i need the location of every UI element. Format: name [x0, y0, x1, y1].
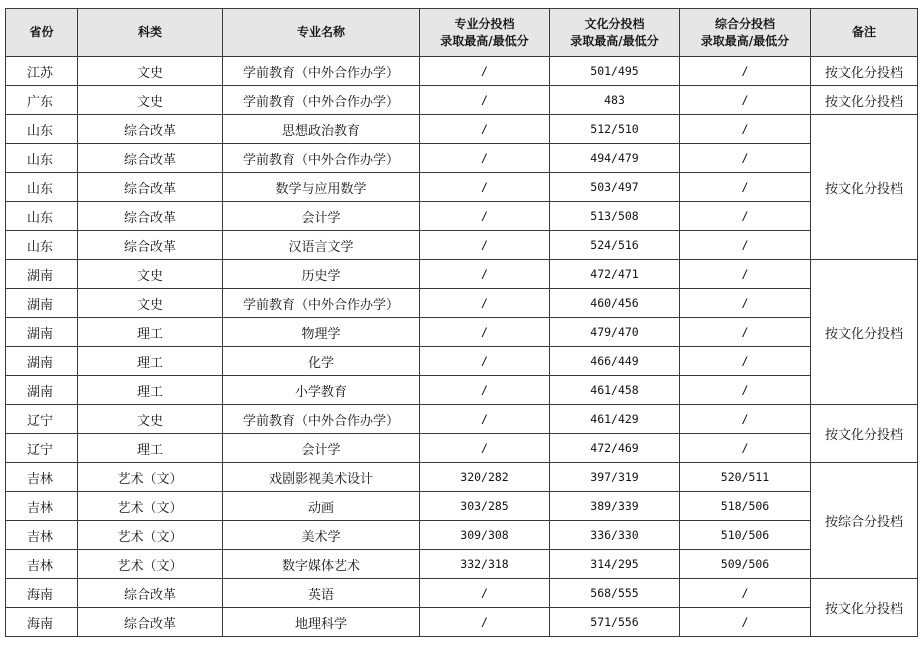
header-composite-score-line2: 录取最高/最低分 — [700, 33, 790, 48]
cell-province: 吉林 — [6, 550, 78, 579]
cell-category: 理工 — [78, 376, 223, 405]
cell-major: 会计学 — [223, 202, 420, 231]
cell-culture-score: 571/556 — [550, 608, 680, 637]
table-row — [6, 144, 918, 173]
cell-province: 山东 — [6, 144, 78, 173]
cell-category: 综合改革 — [78, 144, 223, 173]
cell-major: 英语 — [223, 579, 420, 608]
cell-major-score: / — [420, 202, 550, 231]
table-row — [6, 289, 918, 318]
cell-culture-score: 513/508 — [550, 202, 680, 231]
cell-composite-score: / — [680, 57, 811, 86]
cell-composite-score: 510/506 — [680, 521, 811, 550]
cell-major: 美术学 — [223, 521, 420, 550]
header-culture-score-line1: 文化分投档 — [584, 16, 645, 31]
cell-culture-score: 397/319 — [550, 463, 680, 492]
cell-major: 物理学 — [223, 318, 420, 347]
cell-category: 文史 — [78, 86, 223, 115]
cell-major-score: / — [420, 231, 550, 260]
cell-category: 艺术（文） — [78, 521, 223, 550]
cell-major: 化学 — [223, 347, 420, 376]
cell-province: 湖南 — [6, 347, 78, 376]
cell-major: 数字媒体艺术 — [223, 550, 420, 579]
cell-major-score: / — [420, 318, 550, 347]
table-row — [6, 579, 918, 608]
cell-province: 湖南 — [6, 289, 78, 318]
header-major-score-line1: 专业分投档 — [454, 16, 515, 31]
cell-major: 学前教育（中外合作办学） — [223, 405, 420, 434]
cell-culture-score: 461/429 — [550, 405, 680, 434]
table-row — [6, 173, 918, 202]
cell-major-score: / — [420, 260, 550, 289]
cell-category: 理工 — [78, 347, 223, 376]
cell-major: 学前教育（中外合作办学） — [223, 86, 420, 115]
header-major: 专业名称 — [223, 9, 420, 57]
cell-composite-score: / — [680, 579, 811, 608]
cell-province: 山东 — [6, 115, 78, 144]
cell-major-score: / — [420, 608, 550, 637]
cell-category: 艺术（文） — [78, 492, 223, 521]
table-row — [6, 202, 918, 231]
cell-composite-score: 520/511 — [680, 463, 811, 492]
cell-major-score: / — [420, 173, 550, 202]
header-row — [6, 9, 918, 57]
header-major-score — [420, 9, 550, 57]
table-row — [6, 492, 918, 521]
cell-province: 海南 — [6, 579, 78, 608]
cell-culture-score: 389/339 — [550, 492, 680, 521]
cell-province: 江苏 — [6, 57, 78, 86]
cell-composite-score: / — [680, 115, 811, 144]
cell-composite-score: / — [680, 434, 811, 463]
cell-province: 湖南 — [6, 318, 78, 347]
cell-major: 会计学 — [223, 434, 420, 463]
table-row — [6, 608, 918, 637]
cell-composite-score: / — [680, 144, 811, 173]
header-province: 省份 — [6, 9, 78, 57]
cell-province: 广东 — [6, 86, 78, 115]
table-body — [6, 57, 918, 637]
table-row — [6, 434, 918, 463]
cell-province: 山东 — [6, 231, 78, 260]
cell-note: 按文化分投档 — [811, 260, 918, 405]
cell-composite-score: / — [680, 231, 811, 260]
cell-major: 数学与应用数学 — [223, 173, 420, 202]
cell-category: 综合改革 — [78, 173, 223, 202]
cell-culture-score: 483 — [550, 86, 680, 115]
cell-category: 综合改革 — [78, 608, 223, 637]
cell-category: 综合改革 — [78, 202, 223, 231]
cell-major-score: / — [420, 115, 550, 144]
table-row — [6, 115, 918, 144]
cell-major-score: / — [420, 86, 550, 115]
cell-composite-score: 518/506 — [680, 492, 811, 521]
cell-category: 综合改革 — [78, 231, 223, 260]
cell-composite-score: / — [680, 608, 811, 637]
cell-note: 按文化分投档 — [811, 405, 918, 463]
cell-culture-score: 460/456 — [550, 289, 680, 318]
header-major-score-line2: 录取最高/最低分 — [440, 33, 529, 48]
cell-culture-score: 512/510 — [550, 115, 680, 144]
cell-major-score: 332/318 — [420, 550, 550, 579]
cell-category: 艺术（文） — [78, 463, 223, 492]
cell-culture-score: 472/469 — [550, 434, 680, 463]
cell-province: 辽宁 — [6, 405, 78, 434]
table-row — [6, 86, 918, 115]
cell-major: 地理科学 — [223, 608, 420, 637]
cell-major-score: / — [420, 289, 550, 318]
cell-province: 吉林 — [6, 463, 78, 492]
cell-category: 文史 — [78, 57, 223, 86]
table-row — [6, 318, 918, 347]
cell-province: 辽宁 — [6, 434, 78, 463]
cell-major-score: / — [420, 376, 550, 405]
cell-category: 综合改革 — [78, 115, 223, 144]
cell-culture-score: 503/497 — [550, 173, 680, 202]
cell-major-score: 309/308 — [420, 521, 550, 550]
cell-major: 戏剧影视美术设计 — [223, 463, 420, 492]
cell-note: 按文化分投档 — [811, 57, 918, 86]
cell-composite-score: / — [680, 376, 811, 405]
header-culture-score-line2: 录取最高/最低分 — [570, 33, 659, 48]
cell-major: 动画 — [223, 492, 420, 521]
admission-score-table — [5, 8, 918, 637]
cell-composite-score: 509/506 — [680, 550, 811, 579]
header-composite-score-line1: 综合分投档 — [714, 16, 775, 31]
cell-province: 湖南 — [6, 260, 78, 289]
table-row — [6, 521, 918, 550]
cell-major-score: 303/285 — [420, 492, 550, 521]
cell-composite-score: / — [680, 318, 811, 347]
table-row — [6, 376, 918, 405]
cell-culture-score: 314/295 — [550, 550, 680, 579]
cell-culture-score: 466/449 — [550, 347, 680, 376]
cell-province: 山东 — [6, 202, 78, 231]
cell-major-score: / — [420, 405, 550, 434]
cell-composite-score: / — [680, 347, 811, 376]
cell-note: 按文化分投档 — [811, 115, 918, 260]
cell-category: 文史 — [78, 260, 223, 289]
table-row — [6, 463, 918, 492]
cell-culture-score: 336/330 — [550, 521, 680, 550]
cell-major: 学前教育（中外合作办学） — [223, 144, 420, 173]
cell-major: 学前教育（中外合作办学） — [223, 57, 420, 86]
cell-major-score: / — [420, 347, 550, 376]
cell-major-score: / — [420, 144, 550, 173]
table-row — [6, 347, 918, 376]
cell-culture-score: 479/470 — [550, 318, 680, 347]
table-row — [6, 260, 918, 289]
cell-major: 历史学 — [223, 260, 420, 289]
cell-category: 理工 — [78, 318, 223, 347]
cell-province: 吉林 — [6, 521, 78, 550]
cell-category: 综合改革 — [78, 579, 223, 608]
cell-major: 思想政治教育 — [223, 115, 420, 144]
cell-composite-score: / — [680, 289, 811, 318]
cell-major: 汉语言文学 — [223, 231, 420, 260]
cell-province: 湖南 — [6, 376, 78, 405]
cell-culture-score: 524/516 — [550, 231, 680, 260]
cell-major-score: / — [420, 434, 550, 463]
cell-province: 山东 — [6, 173, 78, 202]
cell-composite-score: / — [680, 405, 811, 434]
cell-category: 艺术（文） — [78, 550, 223, 579]
cell-province: 吉林 — [6, 492, 78, 521]
cell-composite-score: / — [680, 86, 811, 115]
cell-composite-score: / — [680, 260, 811, 289]
cell-composite-score: / — [680, 173, 811, 202]
cell-category: 文史 — [78, 405, 223, 434]
cell-major-score: / — [420, 57, 550, 86]
cell-major-score: / — [420, 579, 550, 608]
table-row — [6, 550, 918, 579]
cell-culture-score: 501/495 — [550, 57, 680, 86]
header-composite-score — [680, 9, 811, 57]
cell-province: 海南 — [6, 608, 78, 637]
cell-major: 小学教育 — [223, 376, 420, 405]
cell-category: 理工 — [78, 434, 223, 463]
cell-major-score: 320/282 — [420, 463, 550, 492]
cell-note: 按文化分投档 — [811, 86, 918, 115]
cell-category: 文史 — [78, 289, 223, 318]
cell-composite-score: / — [680, 202, 811, 231]
cell-major: 学前教育（中外合作办学） — [223, 289, 420, 318]
header-culture-score — [550, 9, 680, 57]
cell-culture-score: 568/555 — [550, 579, 680, 608]
table-row — [6, 231, 918, 260]
cell-note: 按文化分投档 — [811, 579, 918, 637]
cell-culture-score: 494/479 — [550, 144, 680, 173]
cell-culture-score: 461/458 — [550, 376, 680, 405]
table-row — [6, 405, 918, 434]
cell-note: 按综合分投档 — [811, 463, 918, 579]
table-row — [6, 57, 918, 86]
cell-culture-score: 472/471 — [550, 260, 680, 289]
header-category: 科类 — [78, 9, 223, 57]
header-note: 备注 — [811, 9, 918, 57]
